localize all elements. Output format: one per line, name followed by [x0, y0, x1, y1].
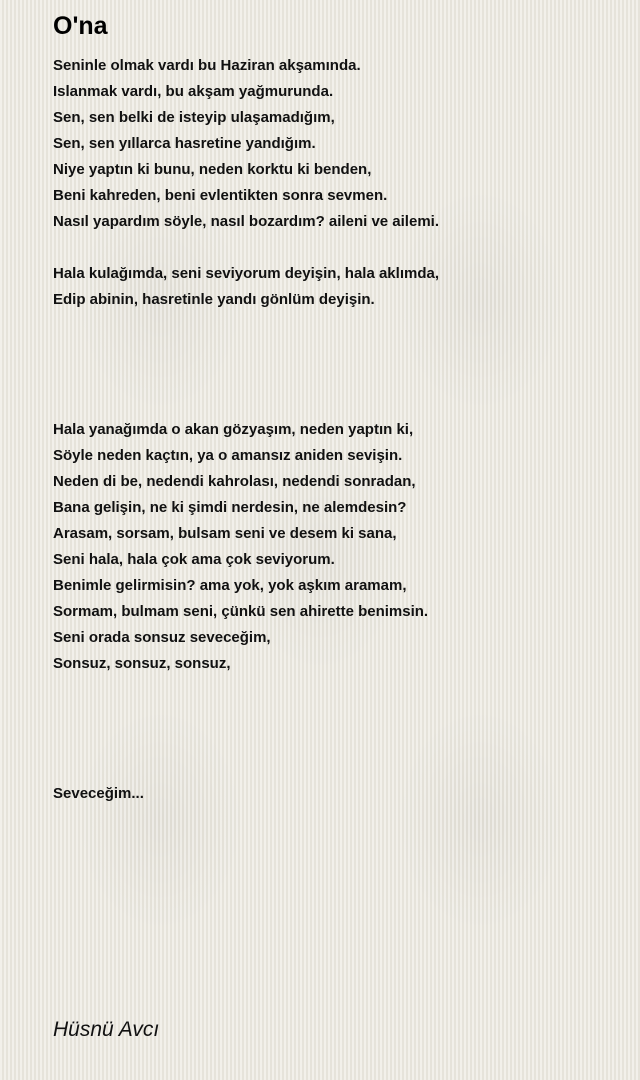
- poem-line: Niye yaptın ki bunu, neden korktu ki benden,: [53, 161, 372, 178]
- poem-line: Seveceğim...: [53, 785, 144, 802]
- poem-line: Seni orada sonsuz seveceğim,: [53, 629, 271, 646]
- poem-author: Hüsnü Avcı: [53, 1018, 160, 1041]
- poem-line: Nasıl yapardım söyle, nasıl bozardım? aileni ve ailemi.: [53, 213, 439, 230]
- poem-line: Hala yanağımda o akan gözyaşım, neden yaptın ki,: [53, 421, 414, 438]
- poem-line: Bana gelişin, ne ki şimdi nerdesin, ne alemdesin?: [53, 499, 407, 516]
- poem-line: Sen, sen yıllarca hasretine yandığım.: [53, 135, 316, 152]
- poem-line: Hala kulağımda, seni seviyorum deyişin, hala aklımda,: [53, 265, 439, 282]
- stanza-gap: [53, 235, 613, 261]
- poem-line: Sormam, bulmam seni, çünkü sen ahirette benimsin.: [53, 603, 429, 620]
- poem-line: Seni hala, hala çok ama çok seviyorum.: [53, 551, 335, 568]
- stanza: [53, 781, 613, 807]
- poem-line: Neden di be, nedendi kahrolası, nedendi sonradan,: [53, 473, 416, 490]
- stanza: [53, 261, 613, 313]
- poem-body: [53, 53, 613, 807]
- poem-line: Arasam, sorsam, bulsam seni ve desem ki sana,: [53, 525, 397, 542]
- stanza-gap: [53, 677, 613, 781]
- poem-line: Benimle gelirmisin? ama yok, yok aşkım aramam,: [53, 577, 407, 594]
- poem-line: Sen, sen belki de isteyip ulaşamadığım,: [53, 109, 335, 126]
- poem-title: O'na: [53, 12, 108, 40]
- poem-line: Seninle olmak vardı bu Haziran akşamında.: [53, 57, 361, 74]
- poem-line: Beni kahreden, beni evlentikten sonra sevmen.: [53, 187, 388, 204]
- stanza: [53, 417, 613, 677]
- stanza-gap: [53, 313, 613, 417]
- poem-line: Islanmak vardı, bu akşam yağmurunda.: [53, 83, 334, 100]
- stanza: [53, 53, 613, 235]
- poem-line: Sonsuz, sonsuz, sonsuz,: [53, 655, 231, 672]
- poem-line: Edip abinin, hasretinle yandı gönlüm deyişin.: [53, 291, 375, 308]
- poem-line: Söyle neden kaçtın, ya o amansız aniden sevişin.: [53, 447, 403, 464]
